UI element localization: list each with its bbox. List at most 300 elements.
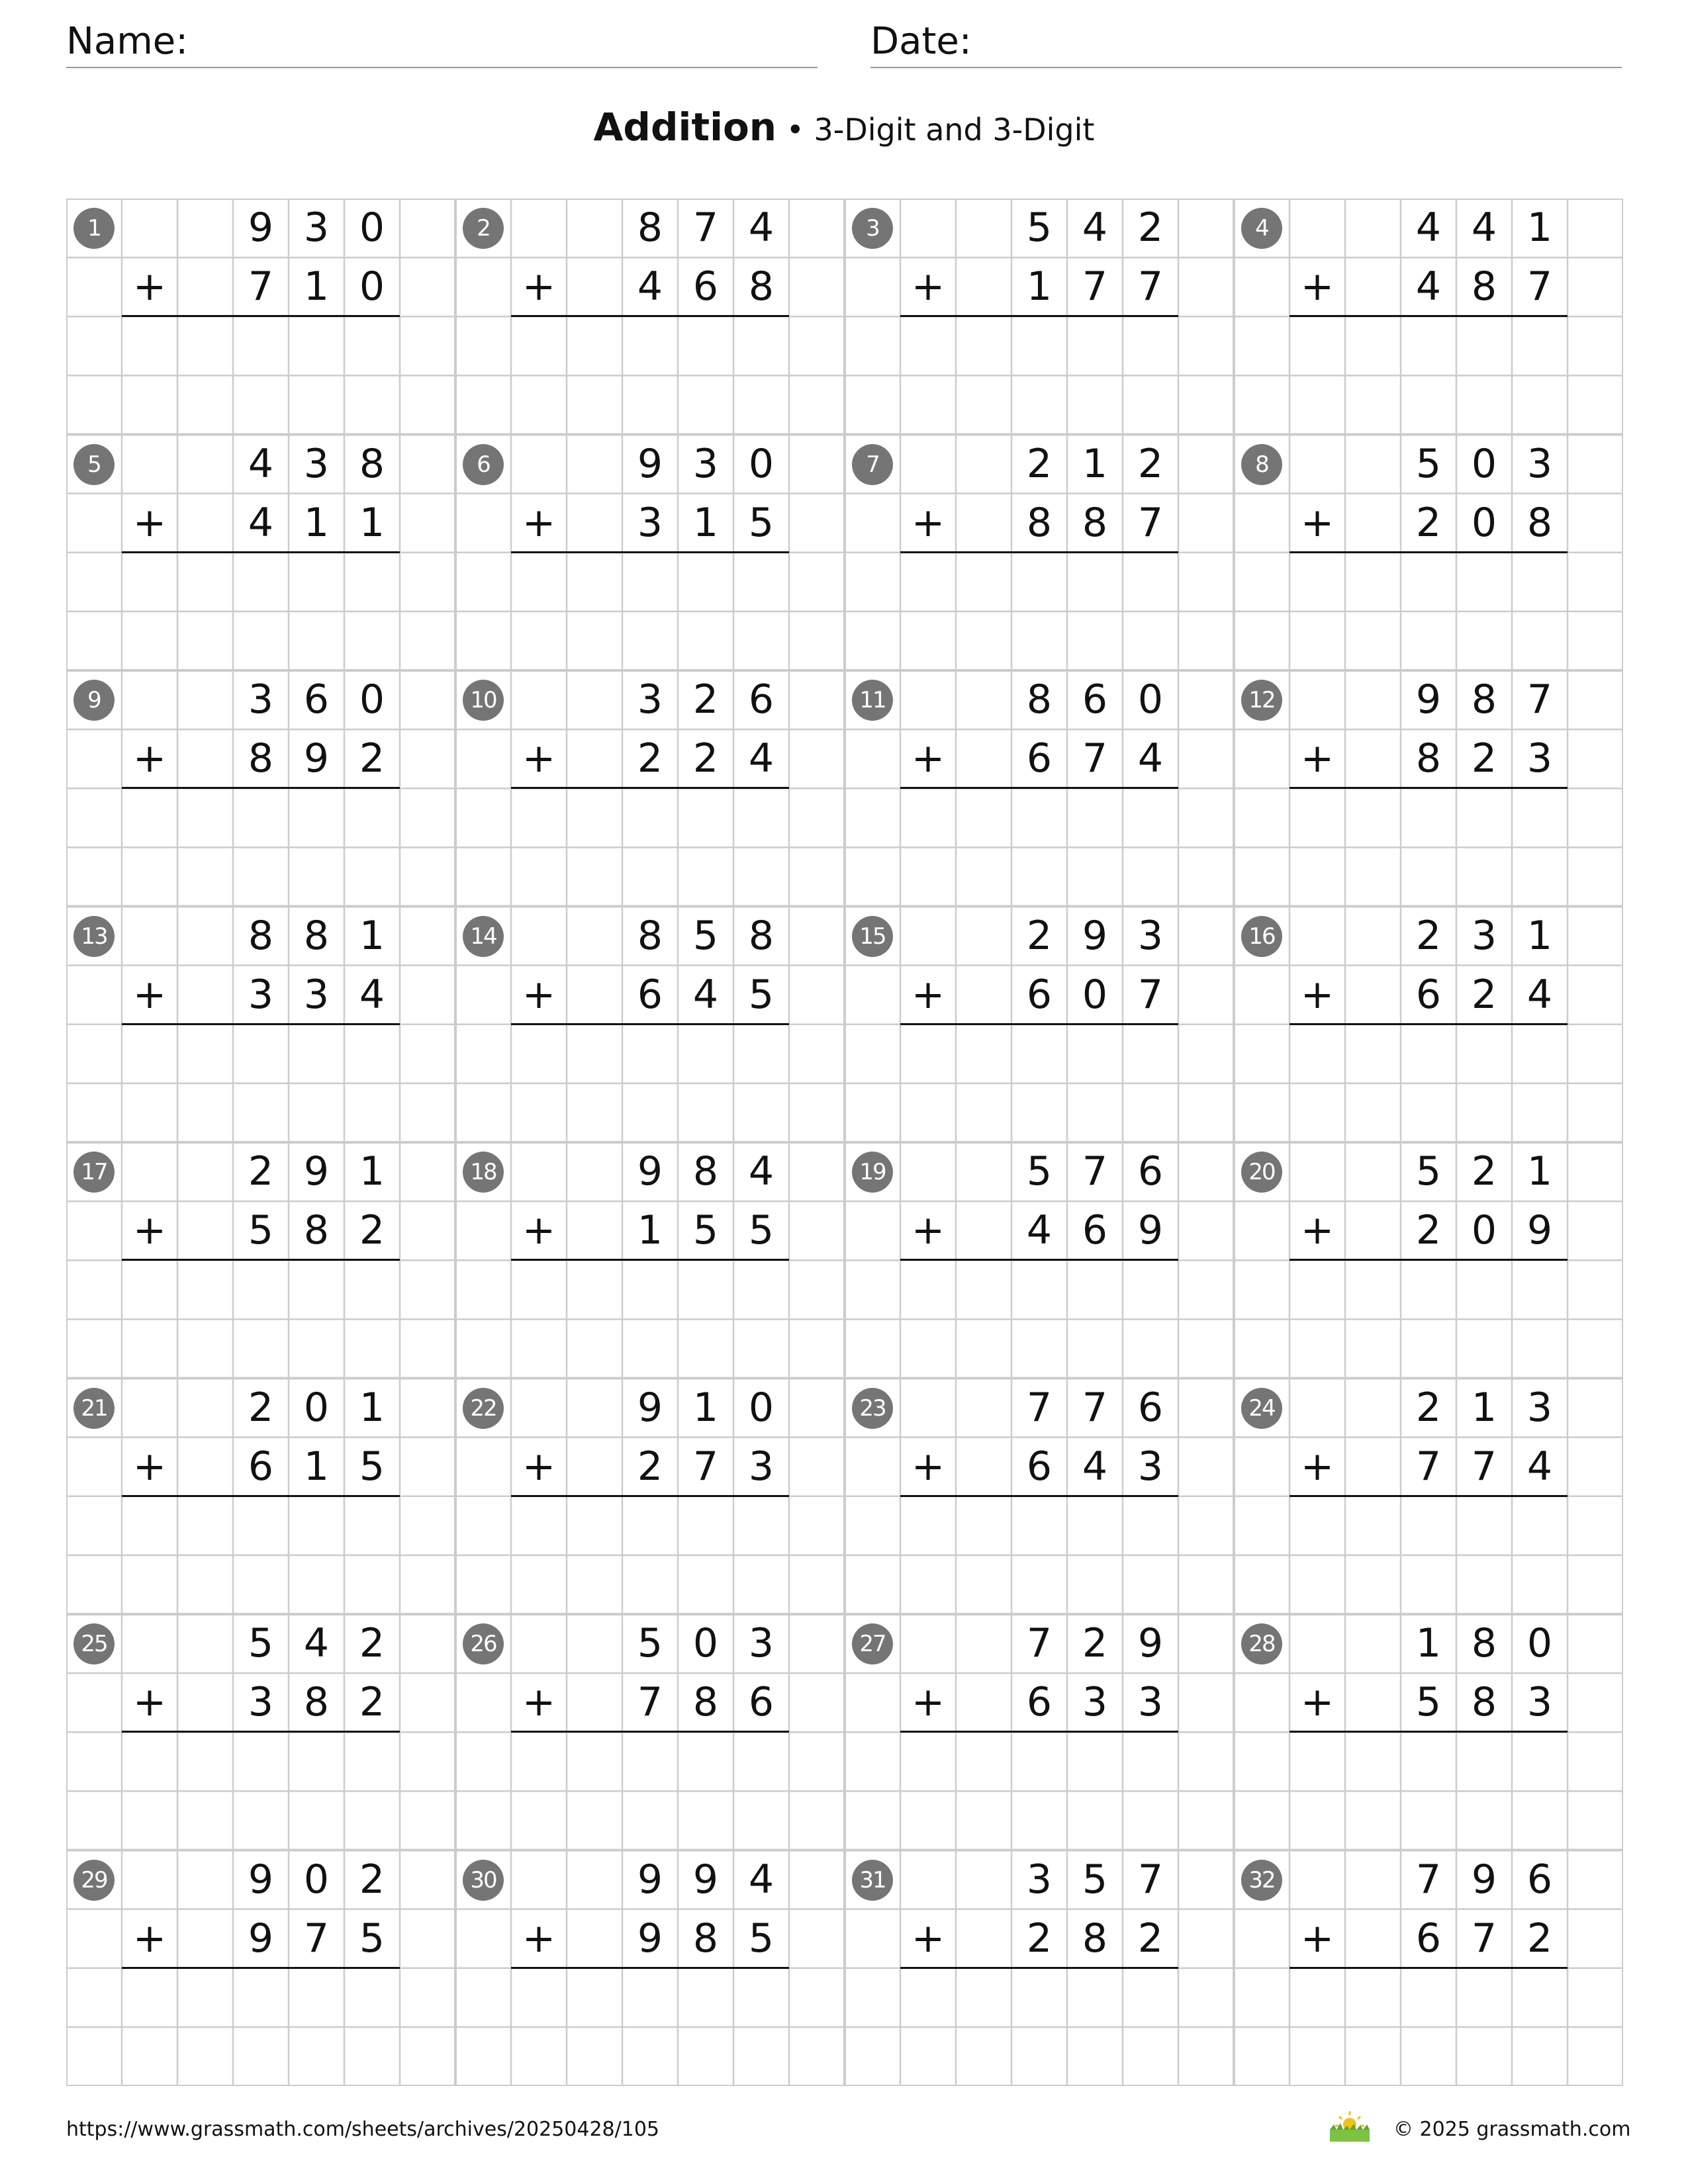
answer-line <box>122 1259 400 1261</box>
bottom-digit: 8 <box>1471 1679 1497 1726</box>
bottom-digit: 8 <box>1415 735 1442 782</box>
top-digit: 8 <box>1026 676 1053 723</box>
answer-line <box>1289 1023 1568 1025</box>
bottom-digit: 6 <box>1415 971 1442 1018</box>
problem-number-badge: 16 <box>1241 916 1282 957</box>
plus-sign: + <box>1300 1443 1335 1490</box>
top-digit: 1 <box>1526 1148 1553 1195</box>
top-digit: 6 <box>1082 676 1108 723</box>
bottom-digit: 5 <box>359 1443 385 1490</box>
bottom-digit: 2 <box>1026 1915 1053 1962</box>
plus-sign: + <box>132 735 167 782</box>
answer-line <box>511 551 789 553</box>
top-digit: 9 <box>1471 1856 1497 1903</box>
bottom-digit: 4 <box>1026 1207 1053 1254</box>
problem-number-badge: 13 <box>73 916 115 957</box>
answer-line <box>900 551 1178 553</box>
top-digit: 7 <box>1137 1856 1164 1903</box>
bottom-digit: 4 <box>1526 1443 1553 1490</box>
bottom-digit: 6 <box>1082 1207 1108 1254</box>
top-digit: 4 <box>303 1620 330 1666</box>
problem-number-badge: 24 <box>1241 1388 1282 1429</box>
top-digit: 1 <box>1415 1620 1442 1666</box>
plus-sign: + <box>911 1915 945 1962</box>
date-field <box>870 20 1622 63</box>
top-digit: 5 <box>1026 1148 1053 1195</box>
bottom-digit: 2 <box>359 1679 385 1726</box>
title-sub: • 3-Digit and 3-Digit <box>786 112 1095 148</box>
top-digit: 2 <box>359 1856 385 1903</box>
top-digit: 9 <box>1082 912 1108 959</box>
top-digit: 1 <box>1082 440 1108 487</box>
top-digit: 1 <box>359 912 385 959</box>
bottom-digit: 8 <box>692 1915 719 1962</box>
problem-number-badge: 7 <box>852 444 893 485</box>
answer-line <box>511 1731 789 1733</box>
bottom-digit: 4 <box>1415 263 1442 310</box>
top-digit: 0 <box>1471 440 1497 487</box>
top-digit: 4 <box>748 205 774 251</box>
answer-line <box>900 787 1178 789</box>
top-digit: 3 <box>303 440 330 487</box>
bottom-digit: 5 <box>248 1207 274 1254</box>
bottom-digit: 2 <box>637 1443 663 1490</box>
bottom-digit: 4 <box>248 499 274 546</box>
answer-line <box>900 1495 1178 1497</box>
bottom-digit: 5 <box>1415 1679 1442 1726</box>
answer-line <box>122 1967 400 1969</box>
bottom-digit: 1 <box>303 1443 330 1490</box>
name-line <box>66 67 818 68</box>
problem-number-badge: 12 <box>1241 680 1282 721</box>
answer-line <box>511 1967 789 1969</box>
plus-sign: + <box>522 735 556 782</box>
problem-number-badge: 25 <box>73 1623 115 1664</box>
bottom-digit: 6 <box>248 1443 274 1490</box>
problem-number-badge: 8 <box>1241 444 1282 485</box>
worksheet-title <box>0 105 1688 150</box>
bottom-digit: 2 <box>359 735 385 782</box>
bottom-digit: 6 <box>1415 1915 1442 1962</box>
top-digit: 7 <box>1026 1384 1053 1431</box>
plus-sign: + <box>1300 1679 1335 1726</box>
answer-line <box>900 1023 1178 1025</box>
answer-line <box>1289 1495 1568 1497</box>
top-digit: 2 <box>1415 1384 1442 1431</box>
bottom-digit: 7 <box>1137 263 1164 310</box>
bottom-digit: 2 <box>359 1207 385 1254</box>
answer-line <box>511 1495 789 1497</box>
top-digit: 2 <box>1137 205 1164 251</box>
bottom-digit: 1 <box>359 499 385 546</box>
bottom-digit: 3 <box>1526 1679 1553 1726</box>
plus-sign: + <box>522 1207 556 1254</box>
bottom-digit: 0 <box>1082 971 1108 1018</box>
problem-number-badge: 2 <box>463 208 504 249</box>
bottom-digit: 8 <box>1471 263 1497 310</box>
plus-sign: + <box>132 1679 167 1726</box>
top-digit: 7 <box>1026 1620 1053 1666</box>
top-digit: 0 <box>748 1384 774 1431</box>
plus-sign: + <box>132 1443 167 1490</box>
plus-sign: + <box>911 735 945 782</box>
problem-number-badge: 26 <box>463 1623 504 1664</box>
top-digit: 8 <box>748 912 774 959</box>
bottom-digit: 8 <box>748 263 774 310</box>
problem-number-badge: 27 <box>852 1623 893 1664</box>
top-digit: 0 <box>359 205 385 251</box>
top-digit: 2 <box>1137 440 1164 487</box>
top-digit: 8 <box>637 205 663 251</box>
bottom-digit: 4 <box>1082 1443 1108 1490</box>
problem-number-badge: 15 <box>852 916 893 957</box>
top-digit: 5 <box>248 1620 274 1666</box>
bottom-digit: 6 <box>637 971 663 1018</box>
top-digit: 9 <box>637 1856 663 1903</box>
answer-line <box>511 315 789 317</box>
top-digit: 6 <box>748 676 774 723</box>
problem-number-badge: 5 <box>73 444 115 485</box>
top-digit: 0 <box>1137 676 1164 723</box>
bottom-digit: 1 <box>303 263 330 310</box>
top-digit: 6 <box>1137 1384 1164 1431</box>
top-digit: 1 <box>692 1384 719 1431</box>
bottom-digit: 8 <box>1082 499 1108 546</box>
top-digit: 9 <box>1137 1620 1164 1666</box>
top-digit: 4 <box>1082 205 1108 251</box>
bottom-digit: 9 <box>1526 1207 1553 1254</box>
answer-line <box>1289 1731 1568 1733</box>
plus-sign: + <box>1300 499 1335 546</box>
bottom-digit: 3 <box>1082 1679 1108 1726</box>
answer-line <box>122 315 400 317</box>
plus-sign: + <box>132 1915 167 1962</box>
problem-number-badge: 9 <box>73 680 115 721</box>
top-digit: 0 <box>359 676 385 723</box>
problem-number-badge: 11 <box>852 680 893 721</box>
top-digit: 8 <box>359 440 385 487</box>
problem-number-badge: 1 <box>73 208 115 249</box>
answer-line <box>900 1259 1178 1261</box>
answer-line <box>1289 315 1568 317</box>
bottom-digit: 6 <box>748 1679 774 1726</box>
top-digit: 0 <box>1526 1620 1553 1666</box>
bottom-digit: 6 <box>692 263 719 310</box>
top-digit: 5 <box>692 912 719 959</box>
bottom-digit: 0 <box>359 263 385 310</box>
problem-number-badge: 20 <box>1241 1152 1282 1193</box>
bottom-digit: 4 <box>692 971 719 1018</box>
plus-sign: + <box>911 1443 945 1490</box>
top-digit: 2 <box>1026 912 1053 959</box>
plus-sign: + <box>522 1443 556 1490</box>
bottom-digit: 5 <box>748 1915 774 1962</box>
plus-sign: + <box>132 499 167 546</box>
bottom-digit: 4 <box>1526 971 1553 1018</box>
top-digit: 2 <box>1082 1620 1108 1666</box>
bottom-digit: 3 <box>637 499 663 546</box>
bottom-digit: 8 <box>1082 1915 1108 1962</box>
answer-line <box>122 1731 400 1733</box>
top-digit: 9 <box>248 205 274 251</box>
answer-line <box>900 315 1178 317</box>
bottom-digit: 5 <box>748 499 774 546</box>
bottom-digit: 7 <box>1415 1443 1442 1490</box>
top-digit: 1 <box>359 1148 385 1195</box>
top-digit: 2 <box>359 1620 385 1666</box>
bottom-digit: 3 <box>1137 1443 1164 1490</box>
plus-sign: + <box>132 1207 167 1254</box>
answer-line <box>900 1731 1178 1733</box>
bottom-digit: 9 <box>1137 1207 1164 1254</box>
top-digit: 4 <box>248 440 274 487</box>
top-digit: 2 <box>248 1384 274 1431</box>
top-digit: 8 <box>692 1148 719 1195</box>
bottom-digit: 5 <box>359 1915 385 1962</box>
top-digit: 9 <box>637 440 663 487</box>
bottom-digit: 3 <box>1137 1679 1164 1726</box>
bottom-digit: 3 <box>248 1679 274 1726</box>
answer-line <box>122 787 400 789</box>
bottom-digit: 2 <box>1471 735 1497 782</box>
bottom-digit: 9 <box>637 1915 663 1962</box>
plus-sign: + <box>522 1915 556 1962</box>
problem-number-badge: 4 <box>1241 208 1282 249</box>
bottom-digit: 3 <box>1526 735 1553 782</box>
top-digit: 2 <box>1471 1148 1497 1195</box>
top-digit: 5 <box>1026 205 1053 251</box>
top-digit: 8 <box>248 912 274 959</box>
plus-sign: + <box>1300 1915 1335 1962</box>
plus-sign: + <box>132 971 167 1018</box>
plus-sign: + <box>522 971 556 1018</box>
name-label: Name: <box>66 20 189 63</box>
bottom-digit: 8 <box>1526 499 1553 546</box>
top-digit: 0 <box>748 440 774 487</box>
problem-number-badge: 17 <box>73 1152 115 1193</box>
top-digit: 2 <box>692 676 719 723</box>
bottom-digit: 7 <box>1471 1915 1497 1962</box>
problem-number-badge: 29 <box>73 1860 115 1901</box>
bottom-digit: 9 <box>248 1915 274 1962</box>
plus-sign: + <box>911 1207 945 1254</box>
top-digit: 3 <box>303 205 330 251</box>
problem-number-badge: 19 <box>852 1152 893 1193</box>
top-digit: 3 <box>1137 912 1164 959</box>
top-digit: 2 <box>1415 912 1442 959</box>
top-digit: 5 <box>637 1620 663 1666</box>
bottom-digit: 4 <box>748 735 774 782</box>
bottom-digit: 1 <box>637 1207 663 1254</box>
top-digit: 7 <box>1082 1148 1108 1195</box>
bottom-digit: 8 <box>303 1207 330 1254</box>
problem-number-badge: 18 <box>463 1152 504 1193</box>
top-digit: 9 <box>637 1148 663 1195</box>
problem-grid <box>66 199 1623 2086</box>
top-digit: 5 <box>1415 1148 1442 1195</box>
problem-number-badge: 31 <box>852 1860 893 1901</box>
bottom-digit: 7 <box>1471 1443 1497 1490</box>
plus-sign: + <box>1300 1207 1335 1254</box>
top-digit: 2 <box>248 1148 274 1195</box>
bottom-digit: 7 <box>692 1443 719 1490</box>
bottom-digit: 5 <box>692 1207 719 1254</box>
bottom-digit: 1 <box>692 499 719 546</box>
answer-line <box>1289 787 1568 789</box>
top-digit: 5 <box>1082 1856 1108 1903</box>
bottom-digit: 4 <box>359 971 385 1018</box>
bottom-digit: 2 <box>1137 1915 1164 1962</box>
bottom-digit: 2 <box>1526 1915 1553 1962</box>
top-digit: 9 <box>303 1148 330 1195</box>
top-digit: 3 <box>1526 440 1553 487</box>
bottom-digit: 3 <box>748 1443 774 1490</box>
top-digit: 1 <box>1526 205 1553 251</box>
bottom-digit: 6 <box>1026 971 1053 1018</box>
plus-sign: + <box>911 263 945 310</box>
bottom-digit: 8 <box>303 1679 330 1726</box>
top-digit: 8 <box>1471 676 1497 723</box>
top-digit: 3 <box>1526 1384 1553 1431</box>
top-digit: 8 <box>303 912 330 959</box>
top-digit: 9 <box>1415 676 1442 723</box>
footer-copyright: © 2025 grassmath.com <box>1393 2118 1631 2141</box>
logo-icon <box>1327 2110 1372 2143</box>
bottom-digit: 5 <box>748 971 774 1018</box>
top-digit: 7 <box>1526 676 1553 723</box>
name-field <box>66 20 818 63</box>
bottom-digit: 0 <box>1471 499 1497 546</box>
problem-number-badge: 23 <box>852 1388 893 1429</box>
bottom-digit: 7 <box>1082 263 1108 310</box>
top-digit: 2 <box>1026 440 1053 487</box>
top-digit: 3 <box>1471 912 1497 959</box>
plus-sign: + <box>522 263 556 310</box>
bottom-digit: 7 <box>1082 735 1108 782</box>
bottom-digit: 6 <box>1026 1443 1053 1490</box>
top-digit: 8 <box>637 912 663 959</box>
bottom-digit: 2 <box>692 735 719 782</box>
top-digit: 6 <box>1137 1148 1164 1195</box>
date-label: Date: <box>870 20 972 63</box>
plus-sign: + <box>1300 263 1335 310</box>
bottom-digit: 7 <box>637 1679 663 1726</box>
problem-number-badge: 21 <box>73 1388 115 1429</box>
bottom-digit: 7 <box>1137 499 1164 546</box>
top-digit: 4 <box>1415 205 1442 251</box>
top-digit: 3 <box>1026 1856 1053 1903</box>
bottom-digit: 8 <box>248 735 274 782</box>
top-digit: 4 <box>1471 205 1497 251</box>
bottom-digit: 4 <box>637 263 663 310</box>
top-digit: 7 <box>1415 1856 1442 1903</box>
problem-number-badge: 14 <box>463 916 504 957</box>
top-digit: 7 <box>692 205 719 251</box>
top-digit: 6 <box>1526 1856 1553 1903</box>
title-main: Addition <box>593 105 777 150</box>
bottom-digit: 9 <box>303 735 330 782</box>
answer-line <box>122 1495 400 1497</box>
top-digit: 5 <box>1415 440 1442 487</box>
top-digit: 4 <box>748 1148 774 1195</box>
top-digit: 3 <box>748 1620 774 1666</box>
top-digit: 0 <box>692 1620 719 1666</box>
top-digit: 3 <box>248 676 274 723</box>
footer-url: https://www.grassmath.com/sheets/archives/20250428/105 <box>66 2118 660 2141</box>
bottom-digit: 8 <box>692 1679 719 1726</box>
problem-number-badge: 32 <box>1241 1860 1282 1901</box>
top-digit: 1 <box>1471 1384 1497 1431</box>
plus-sign: + <box>1300 971 1335 1018</box>
problem-number-badge: 6 <box>463 444 504 485</box>
answer-line <box>511 1259 789 1261</box>
top-digit: 9 <box>248 1856 274 1903</box>
bottom-digit: 7 <box>1526 263 1553 310</box>
bottom-digit: 0 <box>1471 1207 1497 1254</box>
top-digit: 0 <box>303 1856 330 1903</box>
top-digit: 0 <box>303 1384 330 1431</box>
problem-number-badge: 10 <box>463 680 504 721</box>
problem-number-badge: 3 <box>852 208 893 249</box>
top-digit: 1 <box>1526 912 1553 959</box>
bottom-digit: 6 <box>1026 1679 1053 1726</box>
bottom-digit: 6 <box>1026 735 1053 782</box>
answer-line <box>900 1967 1178 1969</box>
problem-number-badge: 22 <box>463 1388 504 1429</box>
plus-sign: + <box>522 1679 556 1726</box>
top-digit: 3 <box>692 440 719 487</box>
answer-line <box>1289 1259 1568 1261</box>
answer-line <box>122 1023 400 1025</box>
bottom-digit: 5 <box>748 1207 774 1254</box>
plus-sign: + <box>911 1679 945 1726</box>
plus-sign: + <box>522 499 556 546</box>
top-digit: 8 <box>1471 1620 1497 1666</box>
bottom-digit: 1 <box>303 499 330 546</box>
plus-sign: + <box>132 263 167 310</box>
top-digit: 1 <box>359 1384 385 1431</box>
plus-sign: + <box>1300 735 1335 782</box>
problem-number-badge: 28 <box>1241 1623 1282 1664</box>
answer-line <box>122 551 400 553</box>
problem-number-badge: 30 <box>463 1860 504 1901</box>
top-digit: 7 <box>1082 1384 1108 1431</box>
bottom-digit: 7 <box>303 1915 330 1962</box>
answer-line <box>1289 551 1568 553</box>
plus-sign: + <box>911 971 945 1018</box>
plus-sign: + <box>911 499 945 546</box>
bottom-digit: 2 <box>1471 971 1497 1018</box>
top-digit: 4 <box>748 1856 774 1903</box>
top-digit: 9 <box>637 1384 663 1431</box>
bottom-digit: 2 <box>1415 1207 1442 1254</box>
top-digit: 9 <box>692 1856 719 1903</box>
bottom-digit: 3 <box>303 971 330 1018</box>
top-digit: 6 <box>303 676 330 723</box>
date-line <box>870 67 1622 68</box>
answer-line <box>511 787 789 789</box>
bottom-digit: 8 <box>1026 499 1053 546</box>
bottom-digit: 1 <box>1026 263 1053 310</box>
bottom-digit: 7 <box>1137 971 1164 1018</box>
answer-line <box>511 1023 789 1025</box>
bottom-digit: 7 <box>248 263 274 310</box>
bottom-digit: 4 <box>1137 735 1164 782</box>
top-digit: 3 <box>637 676 663 723</box>
answer-line <box>1289 1967 1568 1969</box>
bottom-digit: 2 <box>1415 499 1442 546</box>
bottom-digit: 2 <box>637 735 663 782</box>
